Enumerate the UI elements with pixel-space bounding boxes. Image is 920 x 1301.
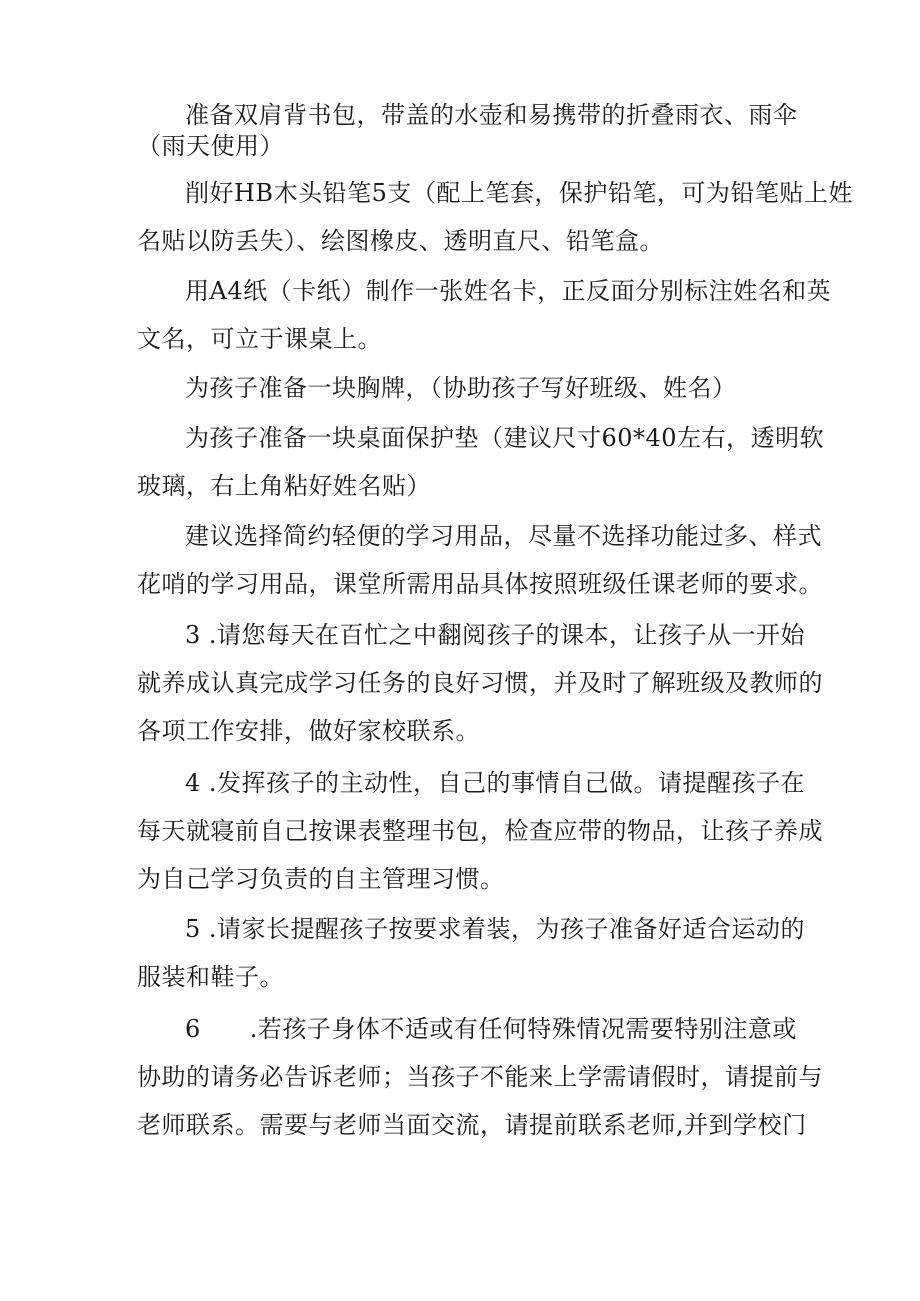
paragraph-badge-line-1: 为孩子准备一块胸牌，（协助孩子写好班级、姓名）	[185, 374, 737, 402]
item-6-line-2: 协助的请务必告诉老师；当孩子不能来上学需请假时，请提前与	[137, 1063, 823, 1091]
paragraph-pencils-line-1: 削好HB木头铅笔5支（配上笔套，保护铅笔，可为铅笔贴上姓	[185, 179, 853, 207]
item-4-line-2: 每天就寝前自己按课表整理书包，检查应带的物品，让孩子养成	[137, 817, 823, 845]
paragraph-desk-mat-line-1: 为孩子准备一块桌面保护垫（建议尺寸60*40左右，透明软	[185, 424, 825, 452]
paragraph-backpack-line-2: （雨天使用）	[137, 132, 284, 160]
paragraph-supplies-line-1: 建议选择简约轻便的学习用品，尽量不选择功能过多、样式	[185, 522, 822, 550]
paragraph-pencils-line-2: 名贴以防丢失）、绘图橡皮、透明直尺、铅笔盒。	[137, 227, 664, 255]
paragraph-desk-mat-line-2: 玻璃，右上角粘好姓名贴）	[137, 472, 431, 500]
item-4-line-1: 4 .发挥孩子的主动性，自己的事情自己做。请提醒孩子在	[185, 769, 806, 797]
paragraph-supplies-line-2: 花哨的学习用品，课堂所需用品具体按照班级任课老师的要求。	[137, 570, 823, 598]
item-3-line-1: 3 .请您每天在百忙之中翻阅孩子的课本，让孩子从一开始	[185, 621, 806, 649]
item-5-line-1: 5 .请家长提醒孩子按要求着装，为孩子准备好适合运动的	[185, 915, 806, 943]
item-6-line-1: 6 .若孩子身体不适或有任何特殊情况需要特别注意或	[185, 1015, 797, 1043]
item-3-line-2: 就养成认真完成学习任务的良好习惯，并及时了解班级及教师的	[137, 669, 823, 697]
item-6-line-3: 老师联系。需要与老师当面交流，请提前联系老师,并到学校门	[137, 1111, 807, 1139]
item-4-line-3: 为自己学习负责的自主管理习惯。	[137, 865, 505, 893]
paragraph-name-card-line-2: 文名，可立于课桌上。	[137, 325, 382, 353]
paragraph-backpack-line-1: 准备双肩背书包，带盖的水壶和易携带的折叠雨衣、雨伞	[185, 101, 798, 129]
paragraph-name-card-line-1: 用A4纸（卡纸）制作一张姓名卡，正反面分别标注姓名和英	[185, 277, 832, 305]
item-5-line-2: 服装和鞋子。	[137, 963, 284, 991]
item-3-line-3: 各项工作安排，做好家校联系。	[137, 717, 480, 745]
